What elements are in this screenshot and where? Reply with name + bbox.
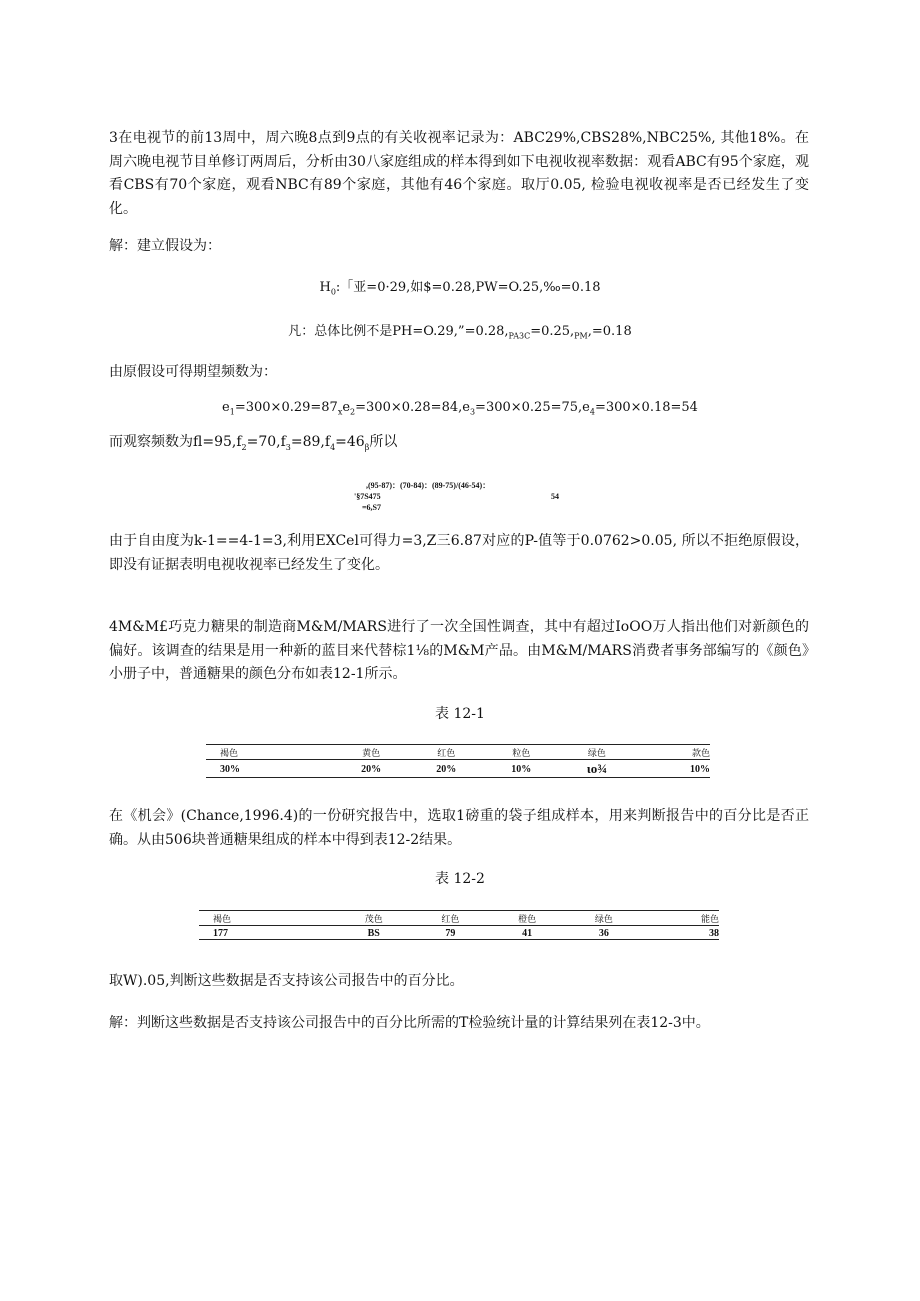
- table-12-2: [199, 910, 719, 940]
- table-header-cell: 款色: [635, 745, 710, 760]
- table-header-cell: 橙色: [489, 911, 566, 926]
- problem-3-conclusion: 由于自由度为k-1==4-1=3,利用EXCel可得力=3,Z三6.87对应的P-值等于0.0762>0.05, 所以不拒绝原假设，即没有证据表明电视收视率已经发生了变化。: [109, 533, 809, 573]
- solution-intro: 解：建立假设为：: [109, 238, 221, 254]
- table-cell: 41: [522, 927, 533, 939]
- formula-line-3: =6,S7: [362, 503, 382, 512]
- table-header-cell: 粒色: [484, 745, 559, 760]
- table-12-2-caption: 表 12-2: [435, 871, 485, 887]
- table-row: [199, 926, 719, 940]
- table-header-cell: 红色: [409, 745, 484, 760]
- table-cell: 20%: [436, 763, 457, 775]
- table-cell: 36: [598, 927, 609, 939]
- observed-frequency-line: 而观察频数为$fl=95,f_2=70,f_3=89,f_4=46_\beta$所以: [109, 434, 398, 452]
- problem-4-solution: 解：判断这些数据是否支持该公司报告中的百分比所需的T检验统计量的计算结果列在表12-3中。: [109, 1015, 710, 1031]
- formula-line-2-right: 54: [551, 492, 559, 501]
- table-cell: 20%: [361, 763, 382, 775]
- table-12-1-caption: 表 12-1: [435, 706, 485, 722]
- table-header-cell: 绿色: [559, 745, 635, 760]
- table-row: [206, 760, 710, 778]
- problem-4-question: 取W).05,判断这些数据是否支持该公司报告中的百分比。: [109, 973, 464, 989]
- table-cell: 30%: [220, 763, 240, 775]
- table-cell: 177: [213, 927, 228, 939]
- table-header-cell: 绿色: [566, 911, 643, 926]
- table-header-cell: 能色: [642, 911, 719, 926]
- expected-frequency-equation: $e_1=300\times 0.29=87_xe_2=300\times 0.28=84,e_3=300\times 0.25=75,e_4=300\times 0.18=54$: [222, 400, 698, 417]
- table-cell: 38: [709, 927, 719, 939]
- table-cell: ιo¾: [586, 761, 607, 776]
- table-cell: 10%: [511, 763, 532, 775]
- expected-frequency-intro: 由原假设可得期望频数为：: [109, 364, 277, 380]
- null-hypothesis: $H_0$:「亚=0·29,如$=0.28,PW=O.25,‰=0.18: [319, 280, 601, 297]
- problem-3-statement: 3在电视节的前13周中，周六晚8点到9点的有关收视率记录为：ABC29%,CBS28%,NBC25%, 其他18%。在周六晚电视节目单修订两周后，分析由30八家庭组成的样本得到如下电视收视率数据：观看ABC有95个家庭，观看CBS有70个家庭，观看NBC有89个家庭，其他有46个家庭。取厅0.05, 检验电视收视率是否已经发生了变化。: [109, 130, 809, 217]
- problem-4-statement: 4M&M£巧克力糖果的制造商M&M/MARS进行了一次全国性调查，其中有超过IoOO万人指出他们对新颜色的偏好。该调查的结果是用一种新的蓝目来代替棕1⅛的M&M产品。由M&M/MARS消费者事务部编写的《颜色》小册子中，普通糖果的颜色分布如表12-1所示。: [109, 619, 809, 682]
- table-header-cell: 红色: [412, 911, 489, 926]
- table-cell: 79: [445, 927, 456, 939]
- table-header-cell: 黄色: [334, 745, 409, 760]
- table-12-1: [206, 744, 710, 778]
- table-header-cell: 褐色: [199, 911, 335, 926]
- table-cell: 10%: [690, 763, 710, 775]
- table-cell: BS: [367, 927, 380, 939]
- table-header-row: [199, 911, 719, 926]
- table-header-cell: 茂色: [335, 911, 412, 926]
- formula-line-2: '§7S475: [354, 492, 381, 501]
- table-header-row: [206, 745, 710, 760]
- formula-line-1: ,(95-87)：(70-84)：(89-75)/(46-54)：: [366, 481, 491, 490]
- sample-description: 在《机会》(Chance,1996.4)的一份研究报告中，选取1磅重的袋子组成样本，用来判断报告中的百分比是否正确。从由506块普通糖果组成的样本中得到表12-2结果。: [109, 808, 809, 848]
- alternative-hypothesis: 凡：总体比例不是$PH=O.29,”=0.28,_{PA3C}=0.25,_{PM},=0.18$: [288, 324, 632, 341]
- table-header-cell: 褐色: [206, 745, 334, 760]
